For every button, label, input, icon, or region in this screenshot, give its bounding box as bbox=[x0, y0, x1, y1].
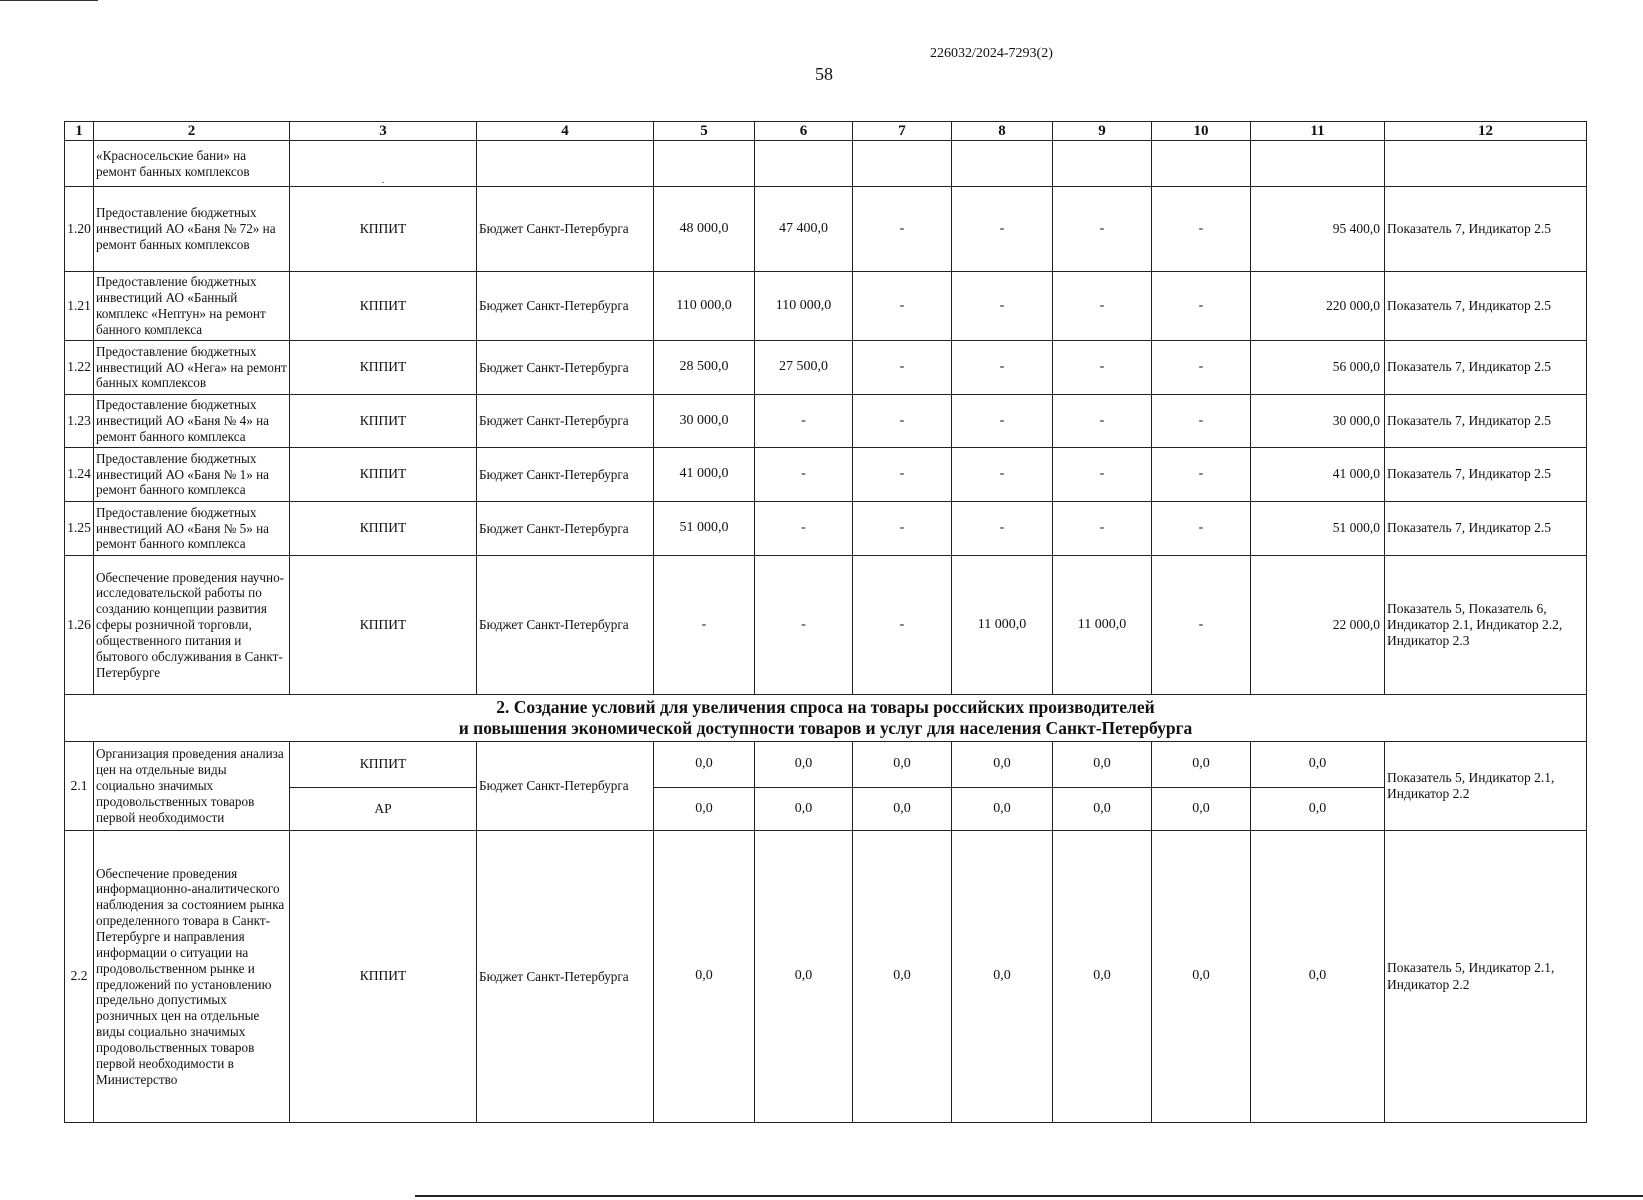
value-cell: 11 000,0 bbox=[952, 556, 1053, 695]
value-cell: - bbox=[952, 502, 1053, 556]
column-header: 10 bbox=[1152, 122, 1251, 141]
row-number-cell: 1.24 bbox=[65, 448, 94, 502]
value-cell: - bbox=[952, 448, 1053, 502]
description-cell: Предоставление бюджетных инвестиций АО «Баня № 1» на ремонт банного комплекса bbox=[94, 448, 290, 502]
value-cell: 51 000,0 bbox=[654, 502, 755, 556]
value-cell: - bbox=[952, 395, 1053, 448]
indicator-cell: Показатель 7, Индикатор 2.5 bbox=[1385, 187, 1587, 272]
source-cell: Бюджет Санкт-Петербурга bbox=[477, 556, 654, 695]
table-row bbox=[65, 395, 1587, 448]
executor-cell: КППИТ bbox=[290, 742, 477, 788]
value-cell: - bbox=[853, 448, 952, 502]
indicator-cell: Показатель 7, Индикатор 2.5 bbox=[1385, 395, 1587, 448]
value-cell: - bbox=[755, 556, 853, 695]
value-cell: 0,0 bbox=[1053, 788, 1152, 831]
value-cell: - bbox=[952, 272, 1053, 341]
column-header: 3 bbox=[290, 122, 477, 141]
description-cell: Обеспечение проведения информационно-аналитического наблюдения за состоянием рынка определенного товара в Санкт-Петербурге и направления информации о ситуации на продовольственном рынке и предложений по установлению предельно допустимых розничных цен на отдельные виды социально значимых продовольственных товаров первой необходимости в Министерство bbox=[94, 831, 290, 1123]
value-cell: 48 000,0 bbox=[654, 187, 755, 272]
value-cell: - bbox=[1152, 556, 1251, 695]
executor-cell: КППИТ bbox=[290, 448, 477, 502]
value-cell: - bbox=[755, 502, 853, 556]
source-cell: Бюджет Санкт-Петербурга bbox=[477, 448, 654, 502]
table-row bbox=[65, 742, 1587, 788]
row-number-cell: 2.2 bbox=[65, 831, 94, 1123]
column-header: 5 bbox=[654, 122, 755, 141]
value-cell: - bbox=[1152, 395, 1251, 448]
source-cell: Бюджет Санкт-Петербурга bbox=[477, 831, 654, 1123]
description-cell: Предоставление бюджетных инвестиций АО «Нега» на ремонт банных комплексов bbox=[94, 341, 290, 395]
row-number-cell: 1.21 bbox=[65, 272, 94, 341]
row-number-cell: 1.22 bbox=[65, 341, 94, 395]
table-row bbox=[65, 448, 1587, 502]
source-cell bbox=[477, 141, 654, 187]
value-cell: 27 500,0 bbox=[755, 341, 853, 395]
value-cell: 0,0 bbox=[755, 788, 853, 831]
top-rule bbox=[0, 0, 98, 1]
table-row bbox=[65, 272, 1587, 341]
value-cell: - bbox=[853, 395, 952, 448]
column-header: 7 bbox=[853, 122, 952, 141]
description-cell: Организация проведения анализа цен на отдельные виды социально значимых продовольственных товаров первой необходимости bbox=[94, 742, 290, 831]
column-header: 6 bbox=[755, 122, 853, 141]
section-heading bbox=[65, 695, 1587, 742]
value-cell: - bbox=[1053, 448, 1152, 502]
value-cell: 0,0 bbox=[1152, 831, 1251, 1123]
value-cell: - bbox=[1053, 395, 1152, 448]
row-number-cell: 1.26 bbox=[65, 556, 94, 695]
indicator-cell: Показатель 5, Индикатор 2.1, Индикатор 2.2 bbox=[1385, 742, 1587, 831]
value-cell: 0,0 bbox=[1152, 742, 1251, 788]
value-cell: 0,0 bbox=[755, 742, 853, 788]
page-number: 58 bbox=[815, 64, 833, 84]
value-cell: - bbox=[1152, 502, 1251, 556]
value-cell: - bbox=[853, 502, 952, 556]
table-row bbox=[65, 141, 1587, 187]
value-cell: - bbox=[853, 341, 952, 395]
source-cell: Бюджет Санкт-Петербурга bbox=[477, 272, 654, 341]
value-cell: 0,0 bbox=[952, 831, 1053, 1123]
value-cell: - bbox=[755, 448, 853, 502]
table-row bbox=[65, 556, 1587, 695]
column-header-row bbox=[65, 122, 1587, 141]
executor-cell: КППИТ bbox=[290, 502, 477, 556]
column-header: 9 bbox=[1053, 122, 1152, 141]
executor-cell: . bbox=[290, 141, 477, 187]
value-cell: 0,0 bbox=[755, 831, 853, 1123]
source-cell: Бюджет Санкт-Петербурга bbox=[477, 187, 654, 272]
row-number-cell: 1.23 bbox=[65, 395, 94, 448]
description-cell: Предоставление бюджетных инвестиций АО «Баня № 72» на ремонт банных комплексов bbox=[94, 187, 290, 272]
value-cell: 0,0 bbox=[1152, 788, 1251, 831]
value-cell: 0,0 bbox=[654, 742, 755, 788]
indicator-cell: Показатель 5, Показатель 6, Индикатор 2.1, Индикатор 2.2, Индикатор 2.3 bbox=[1385, 556, 1587, 695]
executor-cell: КППИТ bbox=[290, 272, 477, 341]
value-cell: - bbox=[1152, 448, 1251, 502]
value-cell: 0,0 bbox=[1053, 831, 1152, 1123]
value-cell: - bbox=[1053, 341, 1152, 395]
value-cell bbox=[1053, 141, 1152, 187]
value-cell: - bbox=[1053, 502, 1152, 556]
total-cell bbox=[1251, 141, 1385, 187]
indicator-cell: Показатель 7, Индикатор 2.5 bbox=[1385, 502, 1587, 556]
column-header: 8 bbox=[952, 122, 1053, 141]
value-cell: - bbox=[952, 341, 1053, 395]
value-cell: 0,0 bbox=[1053, 742, 1152, 788]
value-cell: - bbox=[755, 395, 853, 448]
row-number-cell: 2.1 bbox=[65, 742, 94, 831]
value-cell: 110 000,0 bbox=[755, 272, 853, 341]
source-cell: Бюджет Санкт-Петербурга bbox=[477, 502, 654, 556]
executor-cell: КППИТ bbox=[290, 556, 477, 695]
source-cell: Бюджет Санкт-Петербурга bbox=[477, 395, 654, 448]
value-cell: 47 400,0 bbox=[755, 187, 853, 272]
total-cell: 0,0 bbox=[1251, 831, 1385, 1123]
value-cell bbox=[1152, 141, 1251, 187]
section-heading-line-1: 2. Создание условий для увеличения спроса на товары российских производителей bbox=[496, 697, 1155, 717]
total-cell: 220 000,0 bbox=[1251, 272, 1385, 341]
indicator-cell: Показатель 7, Индикатор 2.5 bbox=[1385, 448, 1587, 502]
column-header: 4 bbox=[477, 122, 654, 141]
value-cell: 41 000,0 bbox=[654, 448, 755, 502]
row-number-cell: 1.20 bbox=[65, 187, 94, 272]
total-cell: 95 400,0 bbox=[1251, 187, 1385, 272]
value-cell: 0,0 bbox=[952, 788, 1053, 831]
value-cell: - bbox=[1152, 187, 1251, 272]
total-cell: 51 000,0 bbox=[1251, 502, 1385, 556]
total-cell: 41 000,0 bbox=[1251, 448, 1385, 502]
value-cell: 0,0 bbox=[853, 831, 952, 1123]
value-cell: - bbox=[853, 556, 952, 695]
total-cell: 30 000,0 bbox=[1251, 395, 1385, 448]
value-cell: - bbox=[1053, 187, 1152, 272]
total-cell: 0,0 bbox=[1251, 742, 1385, 788]
executor-cell: КППИТ bbox=[290, 831, 477, 1123]
value-cell bbox=[952, 141, 1053, 187]
row-number-cell bbox=[65, 141, 94, 187]
table-row bbox=[65, 788, 1587, 831]
value-cell: - bbox=[952, 187, 1053, 272]
executor-cell: КППИТ bbox=[290, 187, 477, 272]
value-cell: 11 000,0 bbox=[1053, 556, 1152, 695]
document-number: 226032/2024-7293(2) bbox=[930, 46, 1053, 61]
source-cell: Бюджет Санкт-Петербурга bbox=[477, 341, 654, 395]
description-cell: Обеспечение проведения научно-исследовательской работы по созданию концепции развития сферы розничной торговли, общественного питания и бытового обслуживания в Санкт-Петербурге bbox=[94, 556, 290, 695]
description-cell: Предоставление бюджетных инвестиций АО «Банный комплекс «Нептун» на ремонт банного комплекса bbox=[94, 272, 290, 341]
executor-cell: КППИТ bbox=[290, 395, 477, 448]
table-row bbox=[65, 831, 1587, 1123]
indicator-cell bbox=[1385, 141, 1587, 187]
value-cell: - bbox=[853, 187, 952, 272]
value-cell: - bbox=[1053, 272, 1152, 341]
description-cell: Предоставление бюджетных инвестиций АО «Баня № 4» на ремонт банного комплекса bbox=[94, 395, 290, 448]
description-cell: Предоставление бюджетных инвестиций АО «Баня № 5» на ремонт банного комплекса bbox=[94, 502, 290, 556]
description-cell: «Красносельские бани» на ремонт банных комплексов bbox=[94, 141, 290, 187]
total-cell: 56 000,0 bbox=[1251, 341, 1385, 395]
column-header: 2 bbox=[94, 122, 290, 141]
table-row bbox=[65, 187, 1587, 272]
indicator-cell: Показатель 7, Индикатор 2.5 bbox=[1385, 272, 1587, 341]
section-heading-line-2: и повышения экономической доступности товаров и услуг для населения Санкт-Петербурга bbox=[458, 718, 1193, 738]
value-cell: - bbox=[1152, 341, 1251, 395]
executor-cell: КППИТ bbox=[290, 341, 477, 395]
executor-cell: АР bbox=[290, 788, 477, 831]
section-heading-row bbox=[65, 695, 1587, 742]
value-cell: 0,0 bbox=[952, 742, 1053, 788]
value-cell: - bbox=[853, 272, 952, 341]
indicator-cell: Показатель 7, Индикатор 2.5 bbox=[1385, 341, 1587, 395]
value-cell: 0,0 bbox=[853, 788, 952, 831]
column-header: 12 bbox=[1385, 122, 1587, 141]
value-cell bbox=[853, 141, 952, 187]
total-cell: 0,0 bbox=[1251, 788, 1385, 831]
program-table bbox=[64, 121, 1587, 1123]
value-cell: 0,0 bbox=[654, 831, 755, 1123]
row-number-cell: 1.25 bbox=[65, 502, 94, 556]
bottom-rule bbox=[415, 1195, 1643, 1197]
value-cell: 28 500,0 bbox=[654, 341, 755, 395]
value-cell: 110 000,0 bbox=[654, 272, 755, 341]
column-header: 11 bbox=[1251, 122, 1385, 141]
value-cell: - bbox=[1152, 272, 1251, 341]
value-cell: - bbox=[654, 556, 755, 695]
indicator-cell: Показатель 5, Индикатор 2.1, Индикатор 2.2 bbox=[1385, 831, 1587, 1123]
value-cell bbox=[654, 141, 755, 187]
source-cell: Бюджет Санкт-Петербурга bbox=[477, 742, 654, 831]
value-cell: 0,0 bbox=[654, 788, 755, 831]
table-row bbox=[65, 502, 1587, 556]
column-header: 1 bbox=[65, 122, 94, 141]
total-cell: 22 000,0 bbox=[1251, 556, 1385, 695]
value-cell: 0,0 bbox=[853, 742, 952, 788]
table-row bbox=[65, 341, 1587, 395]
value-cell bbox=[755, 141, 853, 187]
value-cell: 30 000,0 bbox=[654, 395, 755, 448]
